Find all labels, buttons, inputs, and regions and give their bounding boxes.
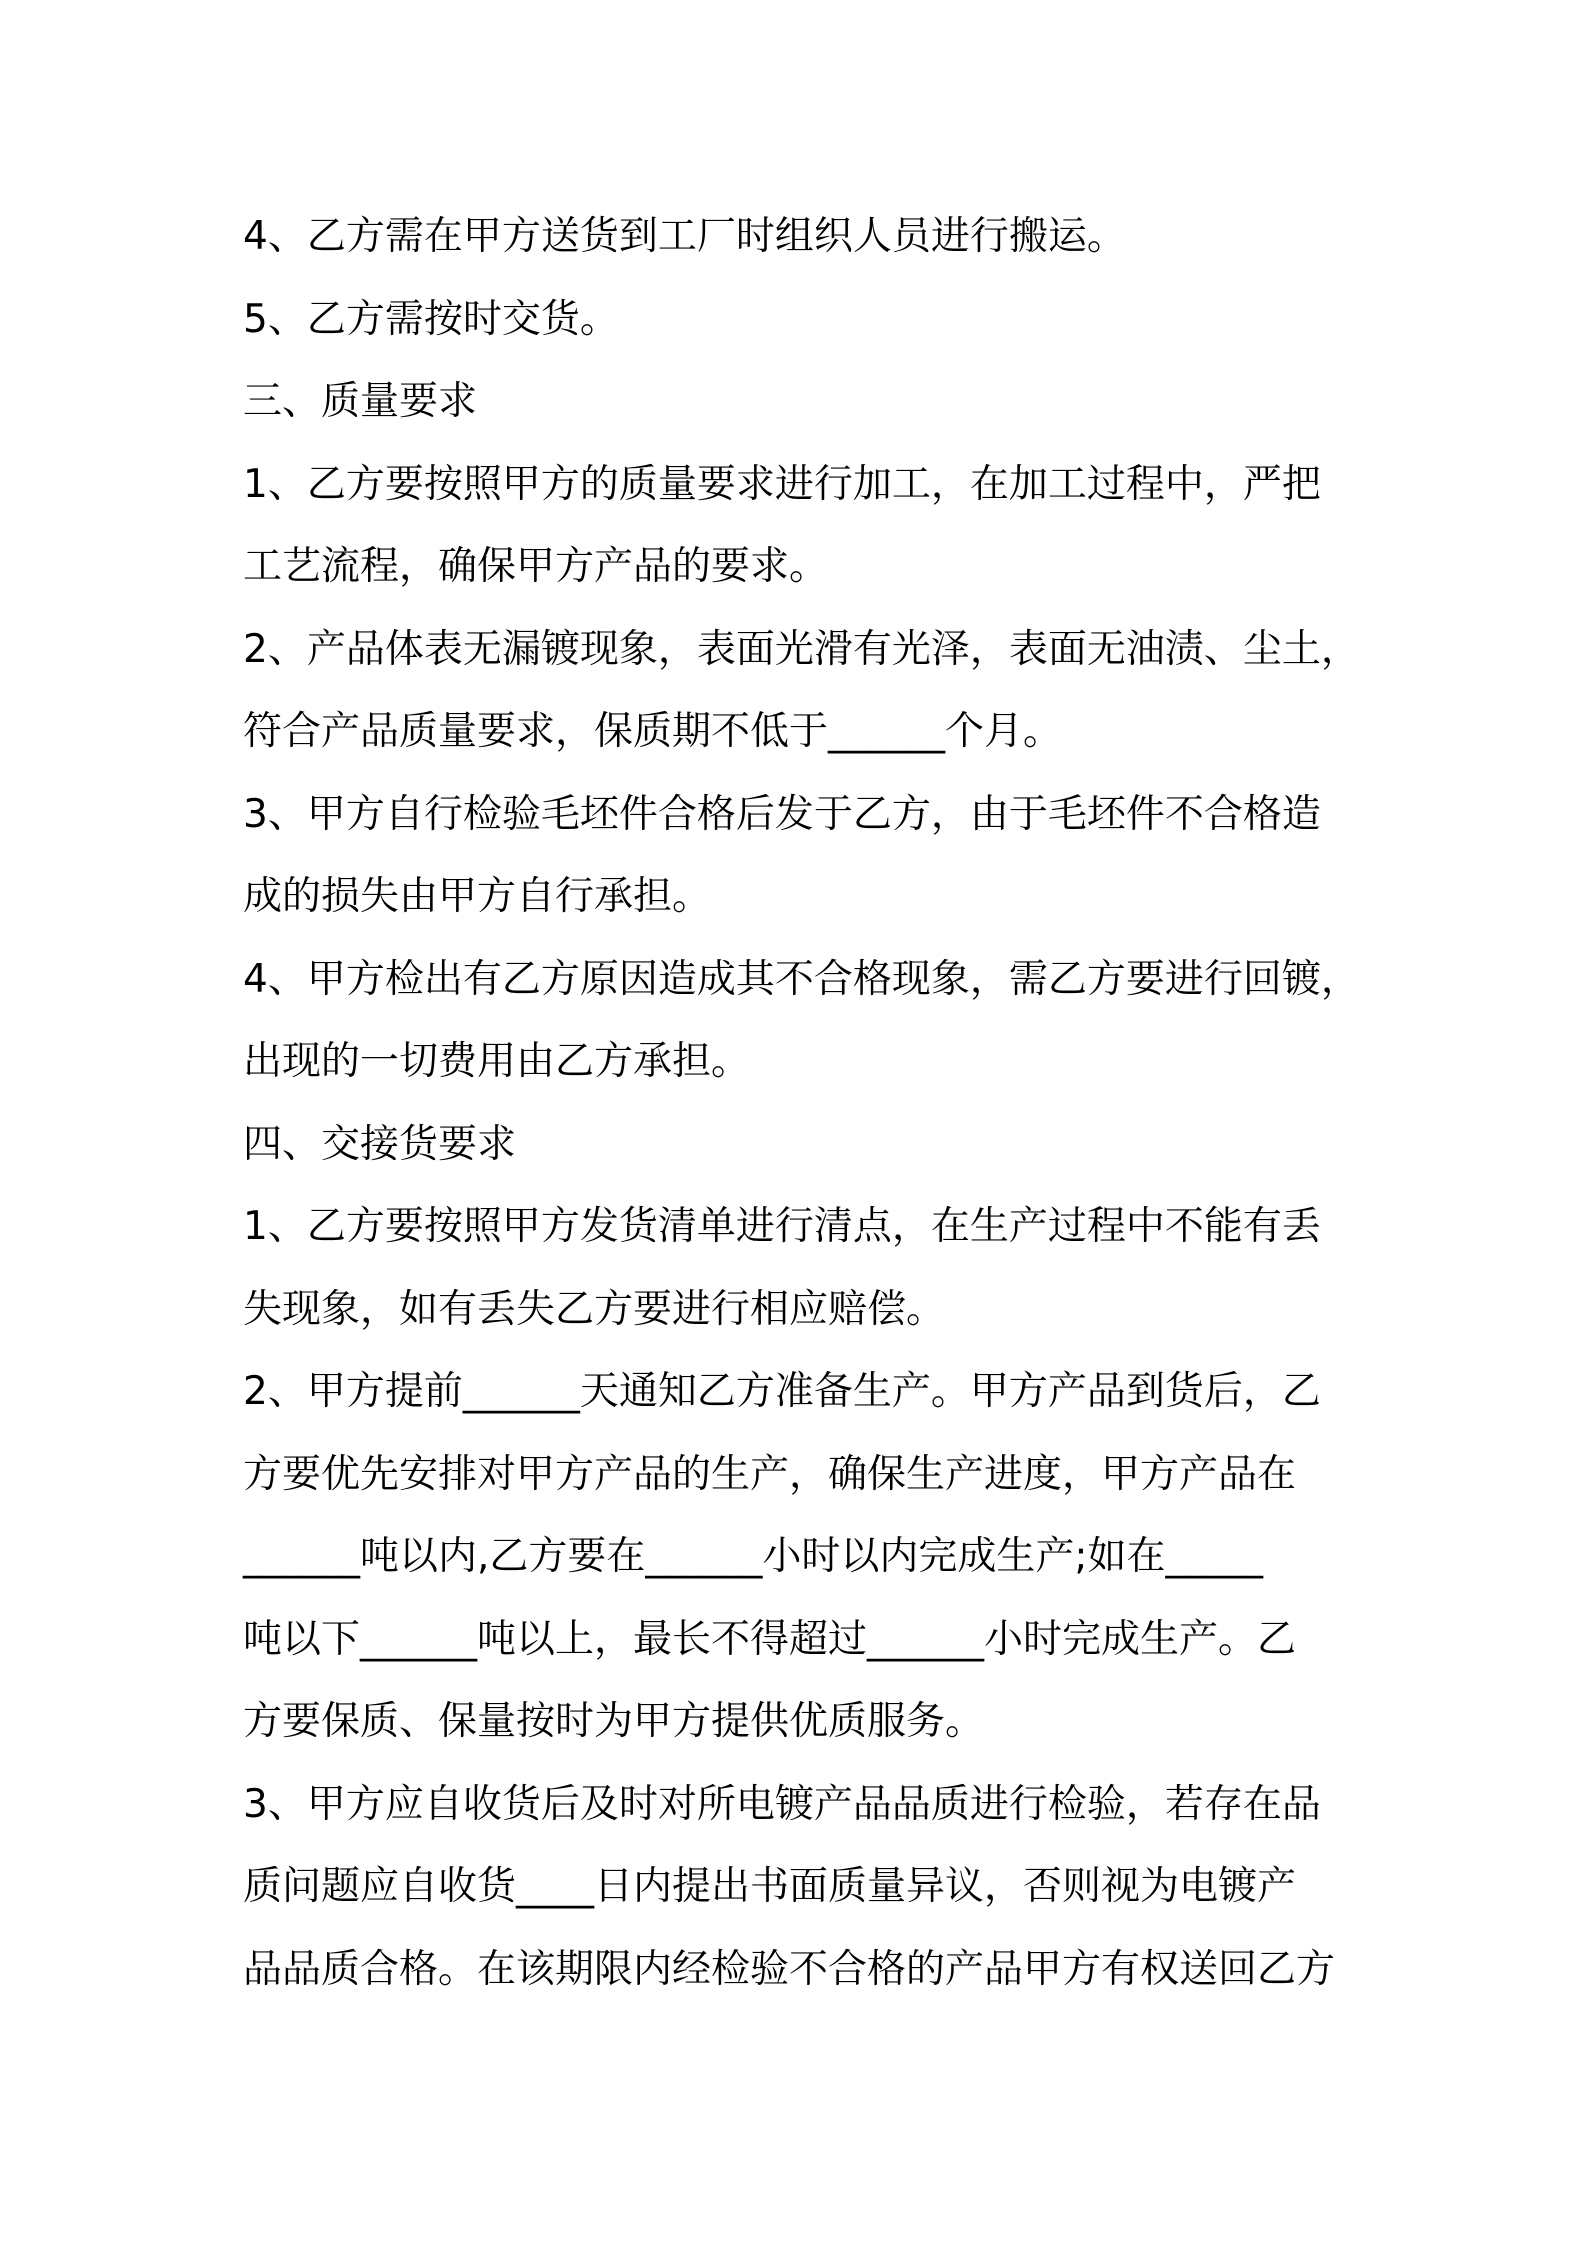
handover-clause-2-line-1: 2、甲方提前______天通知乙方准备生产。甲方产品到货后，乙: [243, 1369, 1321, 1414]
handover-clause-3-line-2: 质问题应自收货____日内提出书面质量异议，否则视为电镀产: [243, 1864, 1297, 1909]
quality-clause-4-line-2: 出现的一切费用由乙方承担。: [243, 1039, 751, 1084]
quality-clause-1-line-2: 工艺流程，确保甲方产品的要求。: [243, 544, 829, 589]
quality-clause-2-line-2: 符合产品质量要求，保质期不低于______个月。: [243, 709, 1063, 754]
clause-4-delivery-handling: 4、乙方需在甲方送货到工厂时组织人员进行搬运。: [243, 214, 1126, 259]
handover-clause-2-line-3: ______吨以内,乙方要在______小时以内完成生产;如在_____: [243, 1534, 1264, 1579]
handover-clause-1-line-2: 失现象，如有丢失乙方要进行相应赔偿。: [243, 1286, 946, 1332]
section-heading-quality: 三、质量要求: [243, 379, 478, 424]
handover-clause-2-line-4: 吨以下______吨以上，最长不得超过______小时完成生产。乙: [243, 1616, 1297, 1662]
quality-clause-4-line-1: 4、甲方检出有乙方原因造成其不合格现象，需乙方要进行回镀，: [243, 956, 1360, 1002]
handover-clause-2-line-2: 方要优先安排对甲方产品的生产，确保生产进度，甲方产品在: [243, 1451, 1297, 1497]
quality-clause-2-line-1: 2、产品体表无漏镀现象，表面光滑有光泽，表面无油渍、尘土，: [243, 626, 1360, 672]
quality-clause-3-line-2: 成的损失由甲方自行承担。: [243, 874, 712, 919]
handover-clause-1-line-1: 1、乙方要按照甲方发货清单进行清点，在生产过程中不能有丢: [243, 1204, 1321, 1249]
quality-clause-3-line-1: 3、甲方自行检验毛坯件合格后发于乙方，由于毛坯件不合格造: [243, 791, 1321, 837]
section-heading-handover: 四、交接货要求: [243, 1121, 517, 1167]
handover-clause-2-line-5: 方要保质、保量按时为甲方提供优质服务。: [243, 1699, 985, 1744]
quality-clause-1-line-1: 1、乙方要按照甲方的质量要求进行加工，在加工过程中，严把: [243, 461, 1321, 507]
clause-5-on-time-delivery: 5、乙方需按时交货。: [243, 296, 619, 342]
document-body: [243, 196, 1358, 2011]
handover-clause-3-line-3: 品品质合格。在该期限内经检验不合格的产品甲方有权送回乙方: [243, 1946, 1336, 1992]
handover-clause-3-line-1: 3、甲方应自收货后及时对所电镀产品品质进行检验，若存在品: [243, 1781, 1321, 1827]
